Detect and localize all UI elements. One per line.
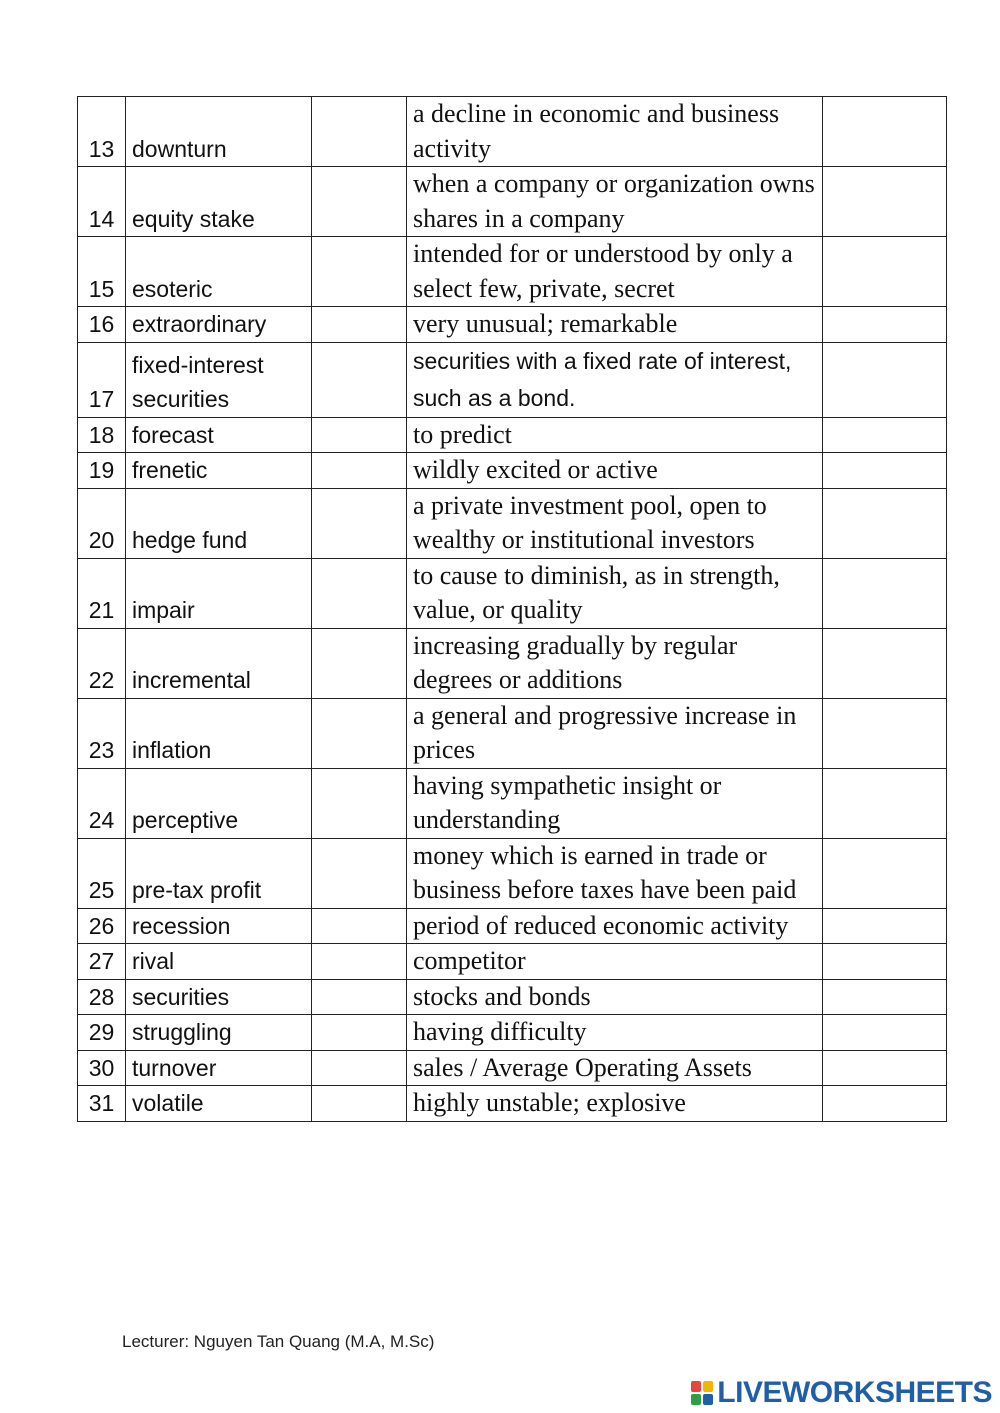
row-number: 24 [78, 768, 126, 838]
vocabulary-term: rival [126, 944, 312, 980]
definition: to cause to diminish, as in strength, value, or quality [407, 558, 823, 628]
vocabulary-term: volatile [126, 1086, 312, 1122]
table-row [78, 944, 947, 980]
definition: having difficulty [407, 1015, 823, 1051]
definition: increasing gradually by regular degrees or additions [407, 628, 823, 698]
definition: stocks and bonds [407, 979, 823, 1015]
blank-answer-cell[interactable] [312, 628, 407, 698]
row-number: 20 [78, 488, 126, 558]
table-row [78, 488, 947, 558]
answer-cell[interactable] [823, 417, 947, 453]
table-row [78, 453, 947, 489]
blank-answer-cell[interactable] [312, 167, 407, 237]
blank-answer-cell[interactable] [312, 838, 407, 908]
definition: money which is earned in trade or business before taxes have been paid [407, 838, 823, 908]
answer-cell[interactable] [823, 944, 947, 980]
table-row [78, 768, 947, 838]
vocabulary-term: downturn [126, 97, 312, 167]
vocabulary-term: esoteric [126, 237, 312, 307]
blank-answer-cell[interactable] [312, 97, 407, 167]
table-row [78, 237, 947, 307]
definition: to predict [407, 417, 823, 453]
answer-cell[interactable] [823, 558, 947, 628]
vocabulary-term: frenetic [126, 453, 312, 489]
vocabulary-term: incremental [126, 628, 312, 698]
definition: competitor [407, 944, 823, 980]
blank-answer-cell[interactable] [312, 237, 407, 307]
blank-answer-cell[interactable] [312, 944, 407, 980]
blank-answer-cell[interactable] [312, 1086, 407, 1122]
blank-answer-cell[interactable] [312, 417, 407, 453]
table-row [78, 698, 947, 768]
row-number: 29 [78, 1015, 126, 1051]
row-number: 17 [78, 342, 126, 417]
blank-answer-cell[interactable] [312, 979, 407, 1015]
vocabulary-table [77, 96, 947, 1122]
table-row [78, 979, 947, 1015]
vocabulary-term: pre-tax profit [126, 838, 312, 908]
vocabulary-term: perceptive [126, 768, 312, 838]
table-row [78, 342, 947, 417]
row-number: 26 [78, 908, 126, 944]
blank-answer-cell[interactable] [312, 1015, 407, 1051]
definition: a private investment pool, open to wealthy or institutional investors [407, 488, 823, 558]
definition: a general and progressive increase in prices [407, 698, 823, 768]
definition: wildly excited or active [407, 453, 823, 489]
table-row [78, 628, 947, 698]
table-row [78, 908, 947, 944]
table-row [78, 1050, 947, 1086]
answer-cell[interactable] [823, 1015, 947, 1051]
table-row [78, 1086, 947, 1122]
row-number: 13 [78, 97, 126, 167]
row-number: 15 [78, 237, 126, 307]
answer-cell[interactable] [823, 167, 947, 237]
answer-cell[interactable] [823, 488, 947, 558]
answer-cell[interactable] [823, 838, 947, 908]
blank-answer-cell[interactable] [312, 342, 407, 417]
table-row [78, 167, 947, 237]
definition: highly unstable; explosive [407, 1086, 823, 1122]
definition: sales / Average Operating Assets [407, 1050, 823, 1086]
definition: period of reduced economic activity [407, 908, 823, 944]
answer-cell[interactable] [823, 768, 947, 838]
row-number: 18 [78, 417, 126, 453]
row-number: 31 [78, 1086, 126, 1122]
table-row [78, 1015, 947, 1051]
logo-square-green [691, 1394, 701, 1405]
blank-answer-cell[interactable] [312, 908, 407, 944]
blank-answer-cell[interactable] [312, 488, 407, 558]
definition: very unusual; remarkable [407, 307, 823, 343]
answer-cell[interactable] [823, 1050, 947, 1086]
vocabulary-term: recession [126, 908, 312, 944]
blank-answer-cell[interactable] [312, 453, 407, 489]
answer-cell[interactable] [823, 342, 947, 417]
blank-answer-cell[interactable] [312, 307, 407, 343]
blank-answer-cell[interactable] [312, 558, 407, 628]
answer-cell[interactable] [823, 628, 947, 698]
liveworksheets-brand[interactable] [691, 1378, 992, 1408]
answer-cell[interactable] [823, 908, 947, 944]
answer-cell[interactable] [823, 1086, 947, 1122]
row-number: 30 [78, 1050, 126, 1086]
row-number: 22 [78, 628, 126, 698]
liveworksheets-logo-icon [691, 1381, 713, 1405]
vocabulary-term: extraordinary [126, 307, 312, 343]
lecturer-footer: Lecturer: Nguyen Tan Quang (M.A, M.Sc) [122, 1332, 435, 1351]
table-row [78, 97, 947, 167]
definition: intended for or understood by only a select few, private, secret [407, 237, 823, 307]
row-number: 23 [78, 698, 126, 768]
vocabulary-term: equity stake [126, 167, 312, 237]
vocabulary-term: inflation [126, 698, 312, 768]
table-row [78, 838, 947, 908]
logo-square-blue [703, 1394, 713, 1405]
blank-answer-cell[interactable] [312, 698, 407, 768]
answer-cell[interactable] [823, 97, 947, 167]
row-number: 28 [78, 979, 126, 1015]
answer-cell[interactable] [823, 453, 947, 489]
row-number: 25 [78, 838, 126, 908]
logo-square-yellow [703, 1381, 713, 1392]
vocabulary-term: securities [126, 979, 312, 1015]
row-number: 14 [78, 167, 126, 237]
row-number: 19 [78, 453, 126, 489]
vocabulary-term: struggling [126, 1015, 312, 1051]
vocabulary-term: hedge fund [126, 488, 312, 558]
definition: when a company or organization owns shares in a company [407, 167, 823, 237]
row-number: 27 [78, 944, 126, 980]
definition: having sympathetic insight or understanding [407, 768, 823, 838]
vocabulary-term: impair [126, 558, 312, 628]
vocabulary-term: forecast [126, 417, 312, 453]
answer-cell[interactable] [823, 979, 947, 1015]
vocabulary-term: fixed-interest securities [126, 342, 312, 417]
answer-cell[interactable] [823, 237, 947, 307]
answer-cell[interactable] [823, 698, 947, 768]
answer-cell[interactable] [823, 307, 947, 343]
vocabulary-table-body [78, 97, 947, 1122]
table-row [78, 558, 947, 628]
brand-name: LIVEWORKSHEETS [717, 1376, 992, 1409]
definition: a decline in economic and business activity [407, 97, 823, 167]
row-number: 21 [78, 558, 126, 628]
logo-square-red [691, 1381, 701, 1392]
blank-answer-cell[interactable] [312, 1050, 407, 1086]
blank-answer-cell[interactable] [312, 768, 407, 838]
definition: securities with a fixed rate of interest, such as a bond. [407, 342, 823, 417]
row-number: 16 [78, 307, 126, 343]
table-row [78, 307, 947, 343]
vocabulary-term: turnover [126, 1050, 312, 1086]
table-row [78, 417, 947, 453]
